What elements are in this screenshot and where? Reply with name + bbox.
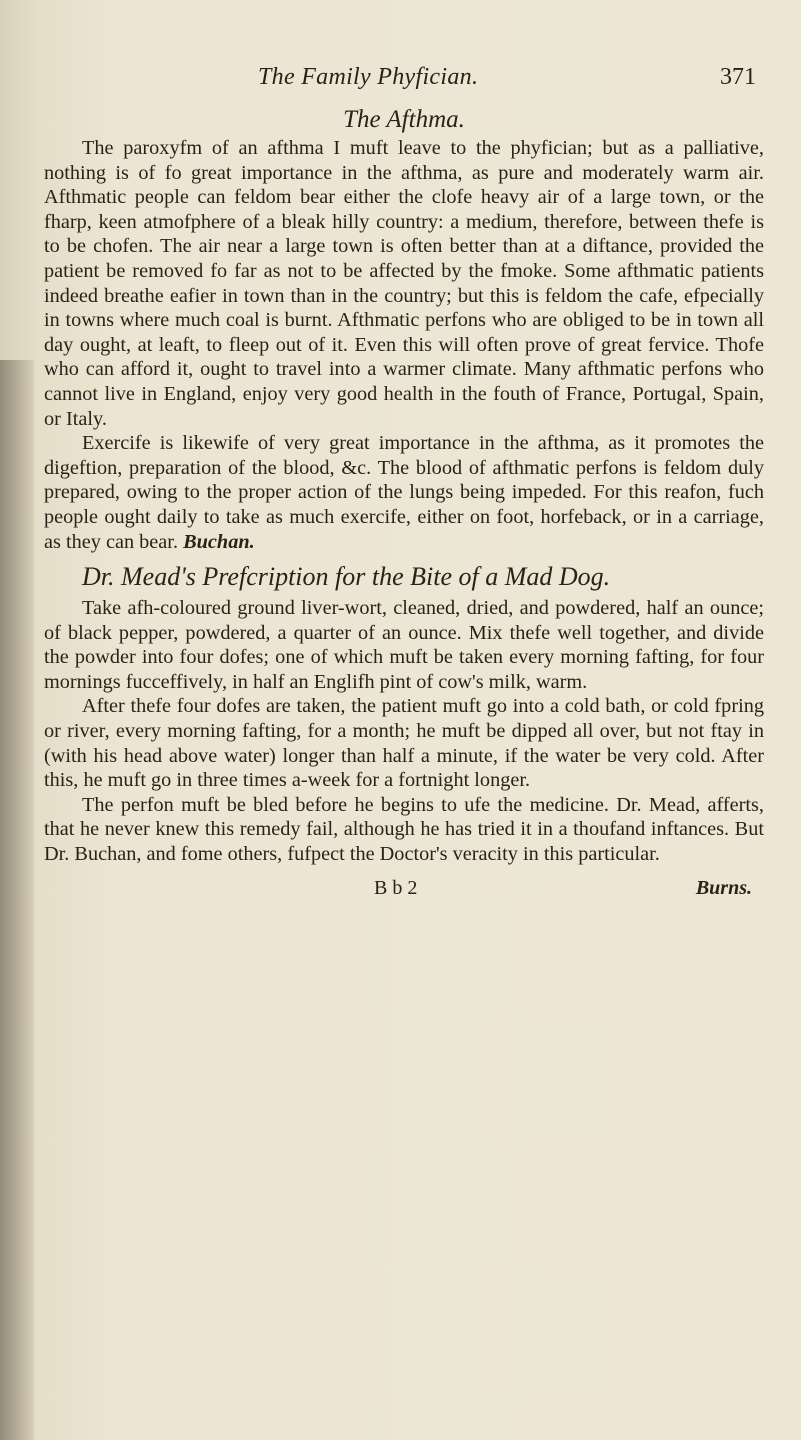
page-content	[44, 60, 764, 909]
page-footer	[44, 875, 764, 909]
section-asthma	[44, 106, 764, 554]
catchword: Burns.	[695, 876, 752, 899]
paragraph	[44, 431, 764, 554]
running-head-title: The Family Phyfician.	[258, 64, 479, 90]
paragraph: After thefe four dofes are taken, the patient muft go into a cold bath, or cold fpring or river, every morning fafting, for a month; he muft be dipped all over, but not ftay in (with his head above water) longer than half a minute, if the water be very cold. After this, he muft go in three times a-week for a fortnight longer.	[44, 695, 764, 792]
paragraph-text: Exercife is likewife of very great importance in the afthma, as it promotes the digeftion, preparation of the blood, &c. The blood of afthmatic perfons is feldom duly prepared, owing to the proper action of the lungs being impeded. For this reafon, fuch people ought daily to take as much exercife, either on foot, horfeback, or in a carriage, as they can bear.	[44, 432, 764, 553]
section-mad-dog-prescription	[44, 562, 764, 867]
running-head	[44, 60, 764, 100]
paragraph: Take afh-coloured ground liver-wort, cleaned, dried, and powdered, half an ounce; of black pepper, powdered, a quarter of an ounce. Mix thefe well together, and divide the powder into four dofes; one of which muft be taken every morning fafting, for four mornings fucceffively, in half an Englifh pint of cow's milk, warm.	[44, 597, 764, 693]
section-heading-asthma: The Afthma.	[343, 106, 465, 133]
signature-mark: B b 2	[374, 876, 418, 899]
section-heading-prescription: Dr. Mead's Prefcription for the Bite of a Mad Dog.	[82, 562, 611, 592]
paragraph: The paroxyfm of an afthma I muft leave to the phyfician; but as a palliative, nothing is of fo great importance in the afthma, as pure and moderately warm air. Afthmatic people can feldom bear either the clofe heavy air of a large town, or the fharp, keen atmofphere of a bleak hilly country: a medium, therefore, between thefe is to be chofen. The air near a large town is often better than at a diftance, provided the patient be removed fo far as not to be affected by the fmoke. Some afthmatic patients indeed breathe eafier in town than in the country; but this is feldom the cafe, efpecially in towns where much coal is burnt. Afthmatic perfons who are obliged to be in town all day ought, at leaft, to fleep out of it. Even this will often prove of great fervice. Thofe who can afford it, ought to travel into a warmer climate. Many afthmatic perfons who cannot live in England, enjoy very good health in the fouth of France, Portugal, Spain, or Italy.	[44, 137, 764, 430]
page-number: 371	[720, 64, 756, 90]
attribution: Buchan.	[183, 530, 255, 553]
paragraph: The perfon muft be bled before he begins to ufe the medicine. Dr. Mead, afferts, that he never knew this remedy fail, although he has tried it in a thoufand inftances. But Dr. Buchan, and fome others, fufpect the Doctor's veracity in this particular.	[44, 793, 764, 866]
binding-gutter-shadow	[0, 360, 34, 1440]
